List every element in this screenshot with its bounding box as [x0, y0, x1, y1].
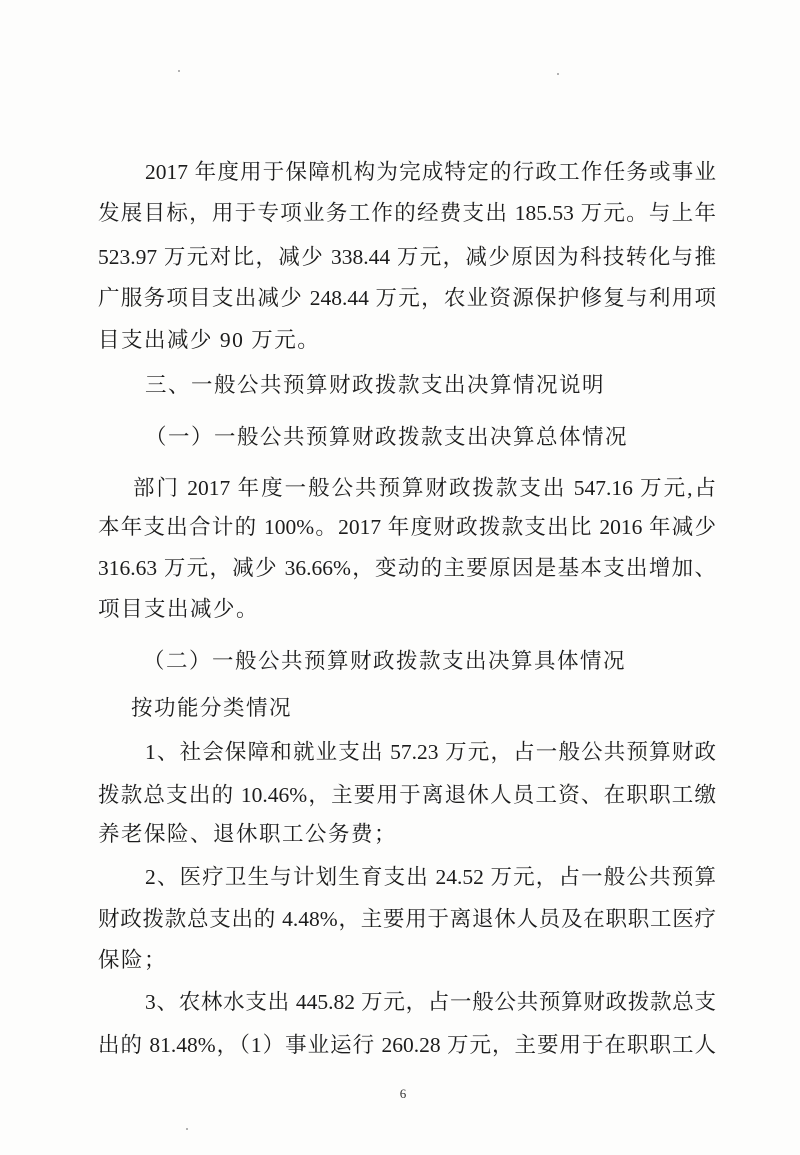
body-text-line: 523.97 万元对比，减少 338.44 万元，减少原因为科技转化与推 [98, 245, 716, 269]
scan-speck [178, 70, 180, 72]
body-text-line: 部门 2017 年度一般公共预算财政拨款支出 547.16 万元,占 [133, 476, 716, 500]
body-text-line: 项目支出减少。 [98, 597, 260, 621]
body-text-line: 2017 年度用于保障机构为完成特定的行政工作任务或事业 [145, 160, 716, 184]
section-heading: 三、一般公共预算财政拨款支出决算情况说明 [145, 373, 606, 397]
list-item-line: 养老保险、退休职工公务费； [98, 822, 398, 846]
subsection-heading: （二）一般公共预算财政拨款支出决算具体情况 [143, 649, 627, 673]
list-item-line: 3、农林水支出 445.82 万元，占一般公共预算财政拨款总支 [145, 990, 716, 1014]
list-item-line: 拨款总支出的 10.46%，主要用于离退休人员工资、在职职工缴 [98, 783, 716, 807]
body-text-line: 目支出减少 90 万元。 [98, 328, 321, 352]
category-label: 按功能分类情况 [131, 696, 293, 720]
list-item-line: 出的 81.48%，（1）事业运行 260.28 万元，主要用于在职职工人 [98, 1033, 716, 1057]
body-text-line: 本年支出合计的 100%。2017 年度财政拨款支出比 2016 年减少 [98, 515, 716, 539]
list-item-line: 1、社会保障和就业支出 57.23 万元，占一般公共预算财政 [145, 740, 716, 764]
scan-speck [557, 73, 559, 75]
list-item-line: 财政拨款总支出的 4.48%，主要用于离退休人员及在职职工医疗 [98, 907, 716, 931]
list-item-line: 2、医疗卫生与计划生育支出 24.52 万元，占一般公共预算 [145, 865, 716, 889]
body-text-line: 广服务项目支出减少 248.44 万元，农业资源保护修复与利用项 [98, 286, 716, 310]
scan-speck [186, 1128, 188, 1130]
subsection-heading: （一）一般公共预算财政拨款支出决算总体情况 [145, 425, 629, 449]
body-text-line: 316.63 万元，减少 36.66%，变动的主要原因是基本支出增加、 [98, 556, 716, 580]
list-item-line: 保险； [98, 948, 168, 972]
page-number: 6 [399, 1086, 407, 1101]
body-text-line: 发展目标，用于专项业务工作的经费支出 185.53 万元。与上年 [98, 201, 716, 225]
